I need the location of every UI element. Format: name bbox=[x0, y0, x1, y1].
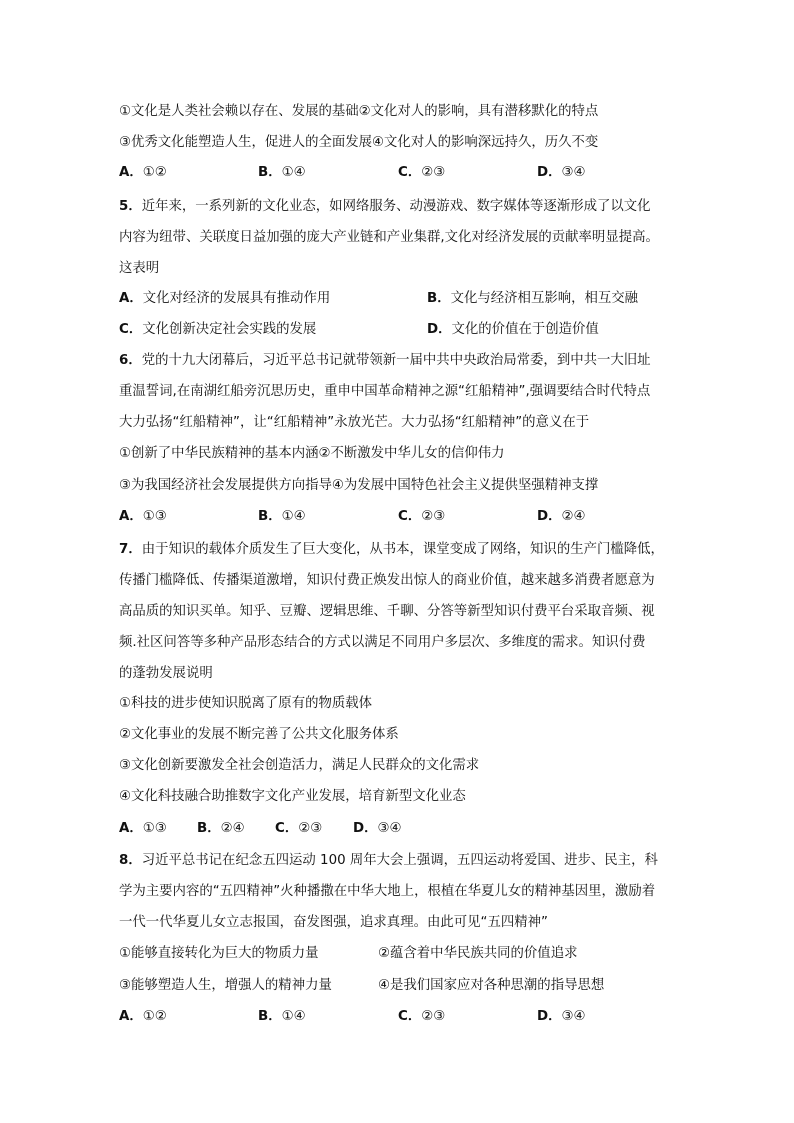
q5-stem-line-3: 这表明 bbox=[119, 261, 160, 276]
q7-option-d: D．③④ bbox=[353, 821, 402, 836]
q8-stem-line-1: 8．习近平总书记在纪念五四运动 100 周年大会上强调，五四运动将爱国、进步、民主，科 bbox=[119, 853, 658, 868]
q7-stem-line-1: 7．由于知识的载体介质发生了巨大变化，从书本，课堂变成了网络，知识的生产门槛降低， bbox=[119, 542, 664, 557]
q6-option-b: B．①④ bbox=[258, 509, 306, 524]
q8-stem-line-2: 学为主要内容的“五四精神”火种播撒在中华大地上，根植在华夏儿女的精神基因里，激励着 bbox=[119, 884, 656, 899]
q4-statement-2: ③优秀文化能塑造人生，促进人的全面发展④文化对人的影响深远持久，历久不变 bbox=[119, 135, 599, 150]
q5-option-b: B．文化与经济相互影响，相互交融 bbox=[427, 291, 639, 306]
q4-statement-1: ①文化是人类社会赖以存在、发展的基础②文化对人的影响，具有潜移默化的特点 bbox=[119, 104, 599, 119]
q4-option-d: D．③④ bbox=[537, 165, 586, 180]
q6-stem-line-1: 6．党的十九大闭幕后，习近平总书记就带领新一届中共中央政治局常委，到中共一大旧址 bbox=[119, 353, 651, 368]
q6-option-d: D．②④ bbox=[537, 509, 586, 524]
q7-stem-line-5: 的蓬勃发展说明 bbox=[119, 666, 213, 681]
q6-option-a: A．①③ bbox=[119, 509, 167, 524]
q5-stem-line-1: 5．近年来，一系列新的文化业态，如网络服务、动漫游戏、数字媒体等逐渐形成了以文化 bbox=[119, 199, 651, 214]
q5-number: 5． bbox=[119, 199, 142, 214]
q6-stem-line-2: 重温誓词,在南湖红船旁沉思历史，重申中国革命精神之源“红船精神”,强调要结合时代特点 bbox=[119, 384, 651, 399]
q6-statement-1: ①创新了中华民族精神的基本内涵②不断激发中华儿女的信仰伟力 bbox=[119, 446, 505, 461]
q8-option-d: D．③④ bbox=[537, 1009, 586, 1024]
q5-stem-line-2: 内容为纽带、关联度日益加强的庞大产业链和产业集群,文化对经济发展的贡献率明显提高。 bbox=[119, 230, 659, 245]
q5-option-c: C．文化创新决定社会实践的发展 bbox=[119, 322, 317, 337]
q7-option-c: C．②③ bbox=[275, 821, 323, 836]
q7-option-a: A．①③ bbox=[119, 821, 167, 836]
q6-number: 6． bbox=[119, 353, 142, 368]
q7-statement-3: ③文化创新要激发全社会创造活力，满足人民群众的文化需求 bbox=[119, 758, 480, 773]
q6-stem-line-3: 大力弘扬“红船精神”，让“红船精神”永放光芒。大力弘扬“红船精神”的意义在于 bbox=[119, 415, 590, 430]
q8-stem-line-3: 一代一代华夏儿女立志报国，奋发图强，追求真理。由此可见“五四精神” bbox=[119, 915, 548, 930]
q6-statement-2: ③为我国经济社会发展提供方向指导④为发展中国特色社会主义提供坚强精神支撑 bbox=[119, 478, 599, 493]
q6-option-c: C．②③ bbox=[398, 509, 446, 524]
q8-number: 8． bbox=[119, 853, 142, 868]
q8-statement-1: ①能够直接转化为巨大的物质力量 bbox=[119, 946, 319, 961]
q8-option-b: B．①④ bbox=[258, 1009, 306, 1024]
q7-stem-line-4: 频.社区问答等多种产品形态结合的方式以满足不同用户多层次、多维度的需求。知识付费 bbox=[119, 635, 646, 650]
q8-statement-3: ③能够塑造人生，增强人的精神力量 bbox=[119, 978, 332, 993]
q7-statement-1: ①科技的进步使知识脱离了原有的物质载体 bbox=[119, 696, 373, 711]
q7-stem-line-2: 传播门槛降低、传播渠道激增，知识付费正焕发出惊人的商业价值，越来越多消费者愿意为 bbox=[119, 573, 655, 588]
q8-statement-4: ④是我们国家应对各种思潮的指导思想 bbox=[378, 978, 605, 993]
q8-option-a: A．①② bbox=[119, 1009, 167, 1024]
q8-statement-2: ②蕴含着中华民族共同的价值追求 bbox=[378, 946, 578, 961]
q5-option-d: D．文化的价值在于创造价值 bbox=[427, 322, 599, 337]
q7-number: 7． bbox=[119, 542, 142, 557]
q7-stem-line-3: 高品质的知识买单。知乎、豆瓣、逻辑思维、千聊、分答等新型知识付费平台采取音频、视 bbox=[119, 604, 655, 619]
q8-option-c: C．②③ bbox=[398, 1009, 446, 1024]
q4-option-a: A．①② bbox=[119, 165, 167, 180]
q7-statement-4: ④文化科技融合助推数字文化产业发展，培育新型文化业态 bbox=[119, 789, 466, 804]
q4-option-b: B．①④ bbox=[258, 165, 306, 180]
q4-option-c: C．②③ bbox=[398, 165, 446, 180]
q7-statement-2: ②文化事业的发展不断完善了公共文化服务体系 bbox=[119, 727, 399, 742]
q5-option-a: A．文化对经济的发展具有推动作用 bbox=[119, 291, 331, 306]
q7-option-b: B．②④ bbox=[197, 821, 245, 836]
